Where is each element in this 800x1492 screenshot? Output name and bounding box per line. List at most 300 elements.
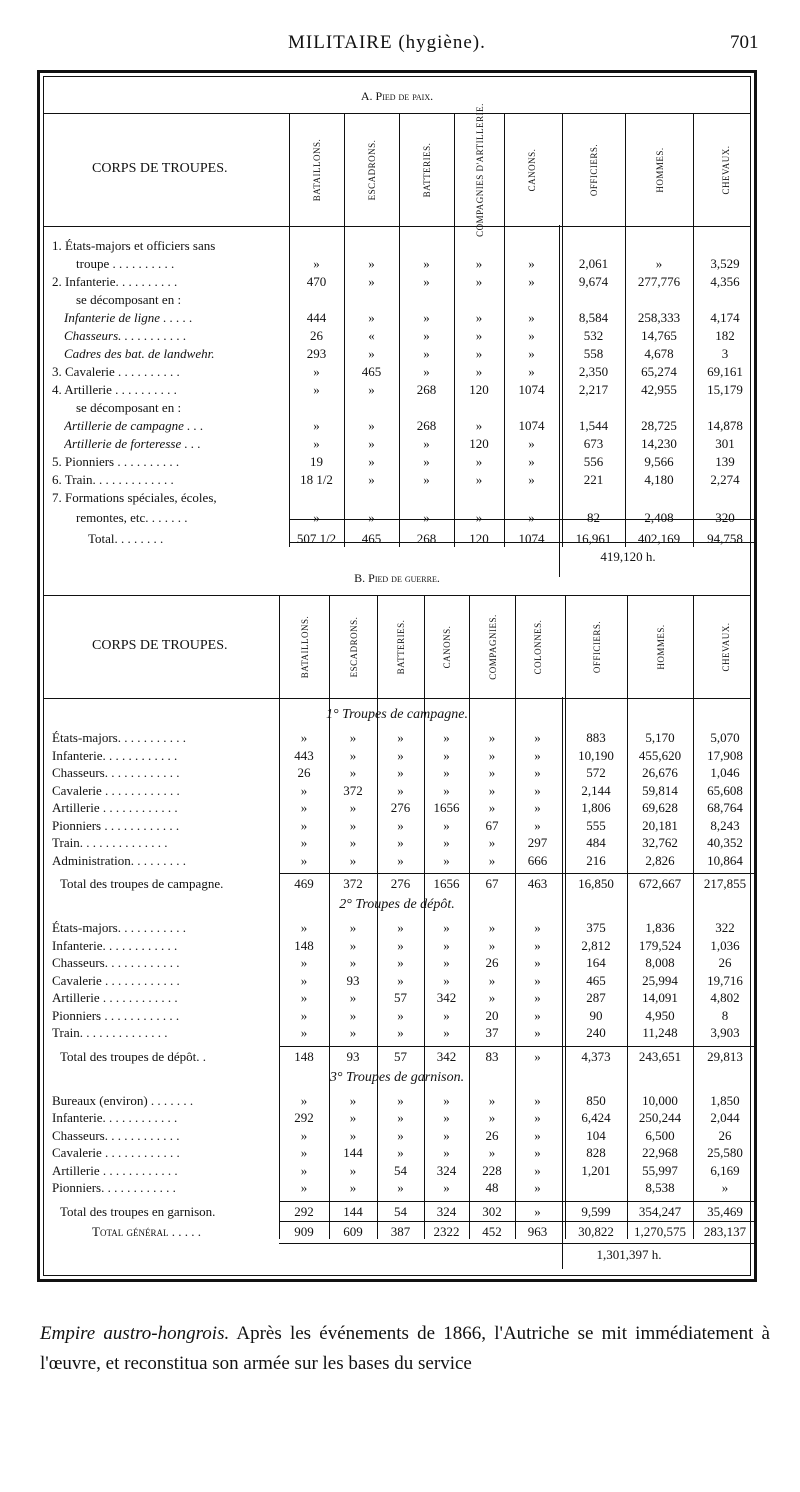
row-value: » xyxy=(423,472,430,487)
row-value: 6,500 xyxy=(645,1127,675,1143)
row-value: 3,903 xyxy=(710,1025,740,1040)
group-total-rule xyxy=(279,873,757,874)
row-label: Pionniers. . . . . . . . . . . . xyxy=(52,1180,176,1195)
row-label: Total des troupes en garnison. xyxy=(60,1203,216,1219)
table-row xyxy=(44,729,750,747)
row-value: 2322 xyxy=(433,1223,460,1239)
row-value: » xyxy=(475,418,483,433)
peace-total-rule xyxy=(289,519,757,520)
col-header-text: BATTERIES. xyxy=(422,142,432,198)
row-value: 465 xyxy=(361,364,382,379)
row-value: 14,230 xyxy=(641,436,677,451)
row-value: » xyxy=(534,1007,541,1023)
row-label: Total des troupes de dépôt. . xyxy=(60,1048,207,1064)
row-value: » xyxy=(349,835,357,850)
col-header-peace-2 xyxy=(399,114,454,226)
row-value: 1,806 xyxy=(581,800,611,815)
row-label: États-majors. . . . . . . . . . . xyxy=(52,730,186,745)
row-value: » xyxy=(443,1110,450,1125)
row-value: » xyxy=(368,418,375,433)
row-value: » xyxy=(397,920,404,935)
row-value: 268 xyxy=(416,531,437,546)
paragraph-text: Après les événements de 1866, l'Autriche se mit immédiatement à l'œuvre, et reconstitua son armée sur les bases du service xyxy=(40,1323,770,1374)
table-row xyxy=(44,453,750,471)
row-value: 9,599 xyxy=(581,1203,611,1219)
row-value: 19 xyxy=(310,454,323,469)
row-value: » xyxy=(349,1110,357,1125)
caption-war: B. Pied de guerre. xyxy=(354,571,440,585)
table-row xyxy=(44,489,750,507)
column-header-war xyxy=(44,595,750,699)
row-value: » xyxy=(368,510,375,525)
table-row xyxy=(44,1223,750,1241)
row-value: 10,000 xyxy=(642,1092,678,1108)
row-value: 120 xyxy=(469,531,489,546)
row-label: remontes, etc. . . . . . . xyxy=(76,510,188,525)
row-value: » xyxy=(300,817,308,833)
row-value: 57 xyxy=(394,1048,407,1064)
row-value: » xyxy=(528,346,535,361)
row-value: 29,813 xyxy=(707,1048,743,1064)
row-value: » xyxy=(368,310,375,325)
table-row xyxy=(44,937,750,955)
table-row xyxy=(44,1092,750,1110)
row-value: » xyxy=(443,920,450,935)
row-value: 532 xyxy=(583,328,604,343)
row-value: » xyxy=(349,1127,357,1143)
row-value: 372 xyxy=(343,782,363,798)
row-value: 148 xyxy=(294,1048,314,1064)
row-value: 342 xyxy=(436,1048,457,1064)
row-value: » xyxy=(488,990,496,1005)
general-total-rule xyxy=(279,1221,757,1222)
col-header-war-5 xyxy=(515,596,560,698)
row-value: » xyxy=(423,256,430,271)
row-value: 30,822 xyxy=(578,1223,614,1239)
row-value: 322 xyxy=(715,920,735,935)
row-value: » xyxy=(300,852,308,868)
row-value: » xyxy=(443,1092,450,1108)
row-value: » xyxy=(349,765,357,780)
row-value: 1,850 xyxy=(710,1092,740,1108)
col-header-text: CANONS. xyxy=(527,148,537,192)
table-row xyxy=(44,435,750,453)
row-value: 507 1/2 xyxy=(296,531,337,546)
row-value: 443 xyxy=(294,747,314,763)
row-value: 297 xyxy=(527,835,548,850)
row-value: » xyxy=(534,1127,541,1143)
row-value: 372 xyxy=(343,876,363,891)
row-value: » xyxy=(534,1092,541,1108)
table-row xyxy=(44,1144,750,1162)
row-value: » xyxy=(397,747,404,763)
row-value: » xyxy=(475,472,483,487)
row-value: » xyxy=(443,1007,450,1023)
row-value: 37 xyxy=(485,1025,499,1040)
row-value: 10,190 xyxy=(578,747,614,763)
col-header-text: HOMMES. xyxy=(654,147,665,193)
row-value: » xyxy=(300,835,308,850)
row-value: 268 xyxy=(416,382,437,397)
row-value: » xyxy=(443,835,450,850)
row-value: 148 xyxy=(294,937,314,953)
row-label: Artillerie . . . . . . . . . . . . xyxy=(52,800,178,815)
table-row xyxy=(44,1162,750,1180)
row-value: 120 xyxy=(469,382,489,397)
row-value: » xyxy=(443,782,450,798)
row-value: 20 xyxy=(485,1007,499,1023)
row-value: 909 xyxy=(294,1223,314,1239)
row-value: » xyxy=(528,310,535,325)
row-label: 4. Artillerie . . . . . . . . . . xyxy=(52,382,177,397)
row-value: 3 xyxy=(721,346,729,361)
row-value: » xyxy=(300,1162,308,1178)
peace-grand-total: 419,120 h. xyxy=(600,549,656,564)
row-value: 4,678 xyxy=(644,346,674,361)
row-value: » xyxy=(528,454,535,469)
running-title: MILITAIRE (hygiène). xyxy=(288,32,486,53)
group-title: 2° Troupes de dépôt. xyxy=(339,897,455,912)
row-value: » xyxy=(488,835,496,850)
row-value: » xyxy=(300,1145,308,1160)
row-value: » xyxy=(488,1092,496,1108)
row-value: » xyxy=(349,990,357,1005)
row-value: » xyxy=(534,1180,541,1195)
row-value: 1656 xyxy=(433,876,460,891)
row-value: 19,716 xyxy=(707,972,743,988)
row-value: 22,968 xyxy=(642,1145,678,1160)
row-value: 10,864 xyxy=(707,852,743,868)
row-value: » xyxy=(534,1162,541,1178)
caption-peace: A. Pied de paix. xyxy=(360,89,434,103)
row-value: 277,776 xyxy=(637,274,681,289)
table-row xyxy=(44,1127,750,1145)
row-value: » xyxy=(443,972,450,988)
row-value: 69,161 xyxy=(707,364,743,379)
row-value: » xyxy=(300,955,308,970)
row-label: Chasseurs. . . . . . . . . . . xyxy=(64,328,187,343)
row-value: 6,169 xyxy=(710,1162,740,1178)
row-value: 20,181 xyxy=(642,817,678,833)
row-value: 324 xyxy=(436,1203,457,1219)
row-value: 1,836 xyxy=(645,920,675,935)
row-value: » xyxy=(349,955,357,970)
row-value: 465 xyxy=(586,972,606,988)
row-value: » xyxy=(528,436,535,451)
table-row xyxy=(44,309,750,327)
table-row xyxy=(44,1048,750,1066)
row-value: 850 xyxy=(586,1092,606,1108)
row-value: » xyxy=(300,990,308,1005)
table-row xyxy=(44,471,750,489)
row-value: » xyxy=(349,1162,357,1178)
table-row xyxy=(44,509,750,527)
row-value: » xyxy=(397,730,404,745)
row-label: 6. Train. . . . . . . . . . . . . xyxy=(52,472,174,487)
row-value: 469 xyxy=(294,876,314,891)
row-value: » xyxy=(349,852,357,868)
row-value: 8,008 xyxy=(645,955,675,970)
table-row xyxy=(44,1203,750,1221)
row-value: 1074 xyxy=(518,531,545,546)
row-value: 83 xyxy=(485,1048,499,1064)
col-header-text: ESCADRONS. xyxy=(348,616,359,678)
row-value: » xyxy=(349,1007,357,1023)
row-label: Administration. . . . . . . . . xyxy=(52,852,186,868)
row-value: » xyxy=(488,765,496,780)
row-value: 572 xyxy=(586,765,606,780)
row-value: » xyxy=(488,1110,496,1125)
row-value: » xyxy=(397,1092,404,1108)
row-label: 7. Formations spéciales, écoles, xyxy=(52,490,217,505)
row-value: » xyxy=(488,730,496,745)
paragraph-lead: Empire austro-hongrois. xyxy=(40,1323,230,1344)
row-value: 470 xyxy=(306,274,327,289)
row-value: » xyxy=(443,1025,450,1040)
col-header-text: CANONS. xyxy=(442,625,452,669)
row-value: 276 xyxy=(390,876,411,891)
row-value: » xyxy=(534,1110,541,1125)
table-row xyxy=(44,1109,750,1127)
col-header-peace-1 xyxy=(344,114,399,226)
group-title: 1° Troupes de campagne. xyxy=(326,707,468,722)
row-value: 221 xyxy=(583,472,604,487)
col-header-war-6 xyxy=(565,596,627,698)
col-header-text: OFFICIERS. xyxy=(589,143,599,197)
row-value: » xyxy=(475,346,483,361)
row-value: 1,544 xyxy=(578,418,609,433)
row-value: 666 xyxy=(527,852,548,868)
row-value: 240 xyxy=(586,1025,606,1040)
table-row xyxy=(44,852,750,870)
row-value: 258,333 xyxy=(637,310,681,325)
row-value: » xyxy=(528,256,535,271)
row-value: 139 xyxy=(715,454,735,469)
row-value: » xyxy=(488,782,496,798)
row-value: 32,762 xyxy=(642,835,678,850)
row-value: » xyxy=(368,382,375,397)
row-value: » xyxy=(475,274,483,289)
row-value: 11,248 xyxy=(642,1025,678,1040)
row-label: Cavalerie . . . . . . . . . . . . xyxy=(52,782,180,798)
row-label: 1. États-majors et officiers sans xyxy=(52,238,216,253)
table-row xyxy=(44,345,750,363)
row-value: » xyxy=(397,937,404,953)
row-value: 4,180 xyxy=(644,472,674,487)
row-value: 18 1/2 xyxy=(300,472,333,487)
col-header-text: CHEVAUX. xyxy=(720,622,731,672)
column-header-peace xyxy=(44,103,750,237)
row-label: Pionniers . . . . . . . . . . . . xyxy=(52,1007,180,1023)
corps-header-war: CORPS DE TROUPES. xyxy=(92,638,228,653)
row-value: 302 xyxy=(482,1203,502,1219)
row-value: 1656 xyxy=(433,800,460,815)
row-value: » xyxy=(423,274,430,289)
row-value: » xyxy=(300,1092,308,1108)
row-value: » xyxy=(397,1180,404,1195)
table-row xyxy=(44,954,750,972)
group-total-rule xyxy=(279,1046,757,1047)
row-value: » xyxy=(423,436,430,451)
row-value: 354,247 xyxy=(638,1203,682,1219)
row-value: » xyxy=(475,328,483,343)
row-value: » xyxy=(397,852,404,868)
row-value: 14,765 xyxy=(641,328,677,343)
row-value: » xyxy=(534,990,541,1005)
row-value: 65,274 xyxy=(641,364,677,379)
row-value: 25,994 xyxy=(642,972,678,988)
row-value: 164 xyxy=(586,955,606,970)
row-value: 465 xyxy=(361,531,382,546)
col-header-war-3 xyxy=(424,596,469,698)
row-value: 55,997 xyxy=(642,1162,678,1178)
row-value: » xyxy=(423,328,430,343)
row-value: » xyxy=(397,1025,404,1040)
row-value: » xyxy=(423,510,430,525)
row-value: 1,046 xyxy=(710,765,740,780)
row-value: 104 xyxy=(586,1127,606,1143)
row-label: Cadres des bat. de landwehr. xyxy=(64,346,215,361)
row-value: » xyxy=(528,364,535,379)
table-row xyxy=(44,747,750,765)
row-value: 26 xyxy=(297,765,311,780)
row-value: » xyxy=(349,747,357,763)
war-grand-total: 1,301,397 h. xyxy=(596,1246,662,1262)
row-value: 387 xyxy=(390,1223,411,1239)
row-value: 120 xyxy=(469,436,489,451)
row-value: 276 xyxy=(390,800,411,815)
row-value: 672,667 xyxy=(638,876,682,891)
row-value: 90 xyxy=(589,1007,603,1023)
row-value: 26 xyxy=(718,1127,732,1143)
row-value: « xyxy=(368,328,375,343)
col-header-text: COMPAGNIES. xyxy=(487,614,498,680)
row-value: 15,179 xyxy=(707,382,743,397)
row-label: Bureaux (environ) . . . . . . . xyxy=(52,1092,194,1108)
row-value: 16,850 xyxy=(578,876,614,891)
row-value: 324 xyxy=(436,1162,457,1178)
row-value: 26 xyxy=(485,1127,499,1143)
table-row xyxy=(44,327,750,345)
row-value: 301 xyxy=(715,436,735,451)
row-value: » xyxy=(534,937,541,953)
row-value: 484 xyxy=(586,835,606,850)
row-value: 4,802 xyxy=(710,990,740,1005)
col-header-text: ESCADRONS. xyxy=(367,139,377,201)
row-value: 3,529 xyxy=(710,256,740,271)
col-header-text: COLONNES. xyxy=(533,619,543,675)
row-label: Infanterie. . . . . . . . . . . . xyxy=(52,1110,178,1125)
row-value: » xyxy=(397,1110,404,1125)
row-value: » xyxy=(368,256,375,271)
row-value: » xyxy=(349,817,357,833)
row-value: 57 xyxy=(394,990,407,1005)
table-frame xyxy=(37,70,757,1282)
row-label: Train. . . . . . . . . . . . . . xyxy=(52,1025,168,1040)
row-value: 26 xyxy=(310,328,323,343)
row-value: » xyxy=(349,730,357,745)
row-value: 555 xyxy=(586,817,606,833)
row-value: » xyxy=(443,765,450,780)
row-value: 14,878 xyxy=(707,418,743,433)
row-value: 35,469 xyxy=(707,1203,743,1219)
row-label: troupe . . . . . . . . . . xyxy=(76,256,175,271)
row-value: 444 xyxy=(306,310,327,325)
row-value: » xyxy=(534,1048,541,1064)
row-label: 3. Cavalerie . . . . . . . . . . xyxy=(52,364,180,379)
row-value: » xyxy=(397,1127,404,1143)
row-value: 54 xyxy=(394,1203,407,1219)
row-value: 182 xyxy=(715,328,735,343)
table-row xyxy=(44,291,750,309)
row-value: » xyxy=(443,1180,450,1195)
row-value: » xyxy=(475,256,483,271)
row-value: » xyxy=(488,920,496,935)
row-value: 93 xyxy=(346,1048,360,1064)
row-value: 293 xyxy=(306,346,327,361)
row-value: » xyxy=(443,1127,450,1143)
row-value: » xyxy=(655,256,663,271)
row-value: » xyxy=(443,730,450,745)
row-value: » xyxy=(423,346,430,361)
row-value: » xyxy=(534,1203,541,1219)
row-value: 82 xyxy=(587,510,600,525)
row-value: 1074 xyxy=(518,418,545,433)
row-value: 243,651 xyxy=(638,1048,682,1064)
row-value: » xyxy=(423,364,430,379)
row-value: 287 xyxy=(586,990,606,1005)
row-label: 5. Pionniers . . . . . . . . . . xyxy=(52,454,180,469)
row-value: 26 xyxy=(485,955,499,970)
row-value: » xyxy=(475,454,483,469)
col-header-peace-0 xyxy=(289,114,344,226)
row-value: 14,091 xyxy=(642,990,678,1005)
row-label: Infanterie de ligne . . . . . xyxy=(64,310,193,325)
col-header-text: BATTERIES. xyxy=(396,619,406,675)
row-value: » xyxy=(534,782,541,798)
row-label: Artillerie . . . . . . . . . . . . xyxy=(52,1162,178,1178)
table-inner xyxy=(43,76,751,1276)
table-row xyxy=(44,782,750,800)
table-row xyxy=(44,834,750,852)
row-value: 556 xyxy=(583,454,604,469)
table-row xyxy=(44,363,750,381)
row-value: 2,350 xyxy=(578,364,609,379)
row-value: 268 xyxy=(416,418,437,433)
row-value: 1,270,575 xyxy=(634,1223,686,1239)
row-value: » xyxy=(528,328,535,343)
row-value: » xyxy=(349,1025,357,1040)
row-value: » xyxy=(300,972,308,988)
row-label: Infanterie. . . . . . . . . . . . xyxy=(52,747,178,763)
row-value: 2,044 xyxy=(710,1110,740,1125)
row-label: Cavalerie . . . . . . . . . . . . xyxy=(52,972,180,988)
table-row xyxy=(44,1024,750,1042)
col-header-text: COMPAGNIES D'ARTILLERIE. xyxy=(474,103,485,237)
row-value: » xyxy=(534,1025,541,1040)
row-value: 69,628 xyxy=(642,800,678,815)
row-value: 292 xyxy=(294,1203,314,1219)
row-value: » xyxy=(443,852,450,868)
row-value: 54 xyxy=(394,1162,407,1178)
row-value: » xyxy=(397,1145,404,1160)
row-label: Artillerie de forteresse . . . xyxy=(64,436,201,451)
row-value: » xyxy=(534,817,541,833)
row-value: » xyxy=(534,955,541,970)
row-value: 28,725 xyxy=(641,418,677,433)
row-value: 4,950 xyxy=(645,1007,675,1023)
row-value: 17,908 xyxy=(707,747,743,763)
